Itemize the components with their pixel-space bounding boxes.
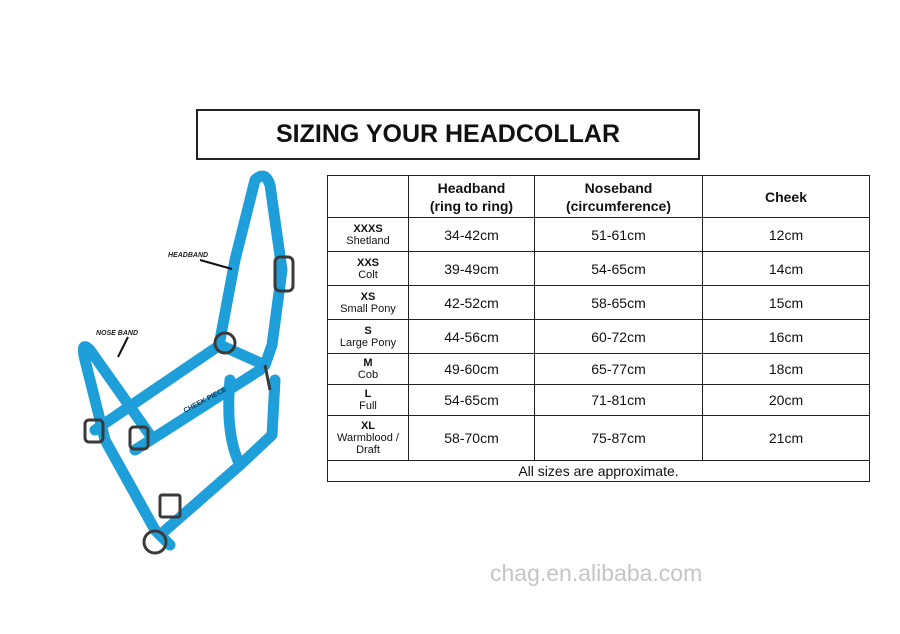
size-label: Shetland [346, 234, 390, 247]
table-row [328, 385, 870, 416]
table-cell: 60-72cm [535, 320, 703, 354]
chin-strap [160, 465, 240, 535]
size-label: Small Pony [340, 302, 396, 315]
size-table [327, 175, 870, 482]
table-cell: 16cm [703, 320, 870, 354]
arrow-icon [118, 337, 128, 357]
table-row [328, 286, 870, 320]
table-cell: 58-70cm [409, 416, 535, 461]
table-cell [328, 252, 409, 286]
header-headband [409, 176, 535, 218]
size-code: XL [360, 420, 376, 432]
footer-note: All sizes are approximate. [328, 461, 870, 482]
table-cell [328, 416, 409, 461]
size-code: XXXS [353, 222, 383, 235]
table-cell: 42-52cm [409, 286, 535, 320]
headband-label: HEADBAND [168, 252, 209, 259]
size-label: Warmblood / Draft [337, 432, 399, 456]
table-cell [328, 354, 409, 385]
size-label: Colt [358, 268, 378, 281]
table-cell: 44-56cm [409, 320, 535, 354]
arrow-icon [200, 260, 232, 269]
table-cell [328, 286, 409, 320]
size-label: (circumference) [565, 197, 672, 214]
table-header-row [328, 176, 870, 218]
table-cell [328, 385, 409, 416]
table-cell: 21cm [703, 416, 870, 461]
table-footer-row [328, 461, 870, 482]
table-cell: 54-65cm [409, 385, 535, 416]
table-cell: 58-65cm [535, 286, 703, 320]
table-cell [328, 320, 409, 354]
size-label: Full [359, 400, 377, 412]
size-code: XS [360, 290, 376, 303]
size-code: M [363, 357, 373, 369]
table-cell [328, 218, 409, 252]
throat-strap [229, 380, 275, 465]
size-label: Cob [357, 369, 379, 381]
table-cell: 34-42cm [409, 218, 535, 252]
table-row [328, 252, 870, 286]
table-cell: 75-87cm [535, 416, 703, 461]
table-cell: 14cm [703, 252, 870, 286]
size-label: Noseband [584, 179, 653, 196]
table-cell: 71-81cm [535, 385, 703, 416]
headcollar-image [60, 165, 330, 575]
size-label: (ring to ring) [429, 197, 514, 214]
table-cell: 49-60cm [409, 354, 535, 385]
table-cell: 51-61cm [535, 218, 703, 252]
noseband-strap [83, 347, 170, 545]
size-code: L [364, 388, 372, 400]
watermark: chag.en.alibaba.com [490, 560, 703, 586]
size-label: Large Pony [339, 336, 397, 349]
table-row [328, 218, 870, 252]
table-cell: 15cm [703, 286, 870, 320]
size-label: Headband [437, 179, 506, 196]
table-row [328, 354, 870, 385]
table-cell: 18cm [703, 354, 870, 385]
header-empty [328, 176, 409, 218]
page-title: SIZING YOUR HEADCOLLAR [196, 109, 700, 160]
table-cell: 20cm [703, 385, 870, 416]
header-noseband [535, 176, 703, 218]
nose-band-label: NOSE BAND [96, 330, 139, 337]
lower-strap [135, 370, 260, 450]
table-cell: 65-77cm [535, 354, 703, 385]
size-code: XXS [356, 256, 379, 269]
headband-strap [220, 176, 282, 365]
size-code: S [364, 324, 372, 337]
table-cell: 54-65cm [535, 252, 703, 286]
table-cell: 12cm [703, 218, 870, 252]
cheek-piece-label: CHEEK PIECE [182, 386, 228, 415]
header-cheek: Cheek [703, 176, 870, 218]
table-row [328, 416, 870, 461]
table-cell: 39-49cm [409, 252, 535, 286]
table-row [328, 320, 870, 354]
